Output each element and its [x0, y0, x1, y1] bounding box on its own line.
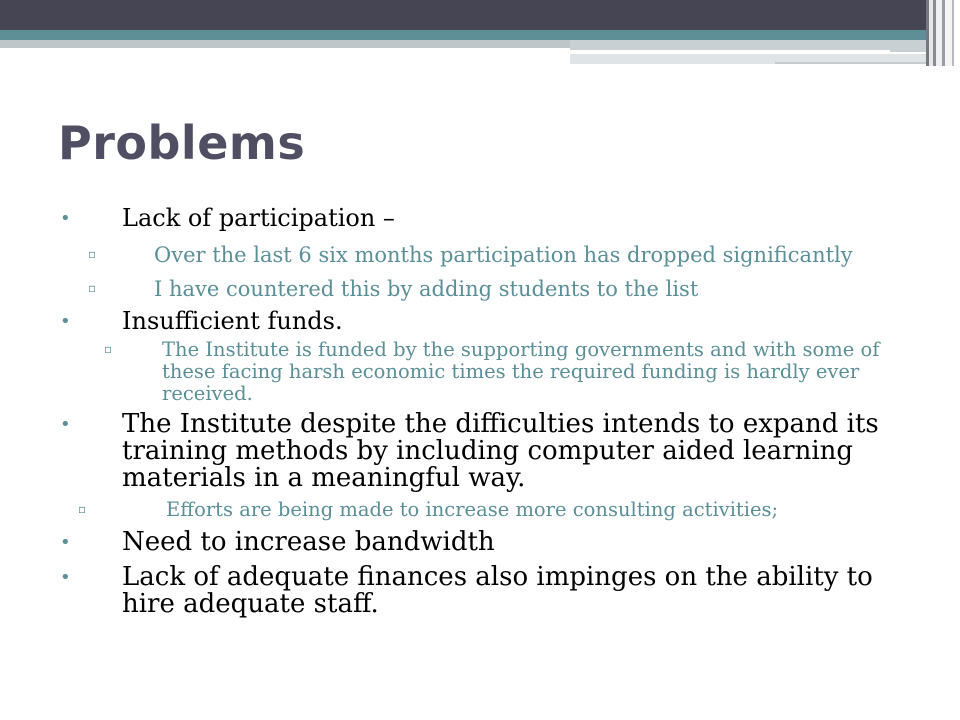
list-sub-item — [58, 244, 908, 267]
bullet-list — [58, 205, 908, 618]
bullet-icon: • — [60, 414, 71, 435]
bullet-icon: • — [60, 311, 71, 332]
list-item — [58, 308, 908, 334]
list-sub-item-text: Over the last 6 six months participation has dropped significantly — [154, 243, 853, 267]
list-item-text: The Institute despite the difficulties intends to expand its training methods by including computer aided learning materials in a meaningful way. — [122, 409, 879, 493]
sub-bullet-icon: ▫ — [88, 281, 97, 295]
list-item-text: Insufficient funds. — [122, 307, 343, 335]
slide-title: Problems — [58, 116, 306, 170]
list-sub-item-text: The Institute is funded by the supporting governments and with some of these facing harsh economic times the required funding is hardly ever received. — [162, 338, 880, 405]
list-item-text: Lack of participation – — [122, 204, 395, 232]
sub-bullet-icon: ▫ — [78, 502, 87, 516]
sub-bullet-icon: ▫ — [104, 342, 113, 356]
bullet-icon: • — [60, 567, 71, 588]
list-item-text: Lack of adequate finances also impinges on the ability to hire adequate staff. — [122, 562, 873, 619]
header-banner-teal — [0, 30, 960, 40]
header-banner-gray — [0, 40, 570, 48]
header-banner-line — [570, 50, 890, 52]
list-sub-item — [58, 499, 908, 521]
list-item — [58, 205, 908, 231]
list-item — [58, 411, 908, 492]
header-vertical-lines — [926, 0, 960, 66]
list-sub-item-text: I have countered this by adding students to the list — [154, 277, 699, 301]
sub-bullet-icon: ▫ — [88, 247, 97, 261]
list-sub-item — [58, 339, 908, 405]
bullet-icon: • — [60, 532, 71, 553]
list-sub-item-text: Efforts are being made to increase more consulting activities; — [166, 498, 779, 521]
list-item — [58, 529, 908, 556]
list-item-text: Need to increase bandwidth — [122, 527, 495, 557]
bullet-icon: • — [60, 208, 71, 229]
list-item — [58, 564, 908, 618]
header-banner-dark — [0, 0, 960, 30]
list-sub-item — [58, 278, 908, 301]
